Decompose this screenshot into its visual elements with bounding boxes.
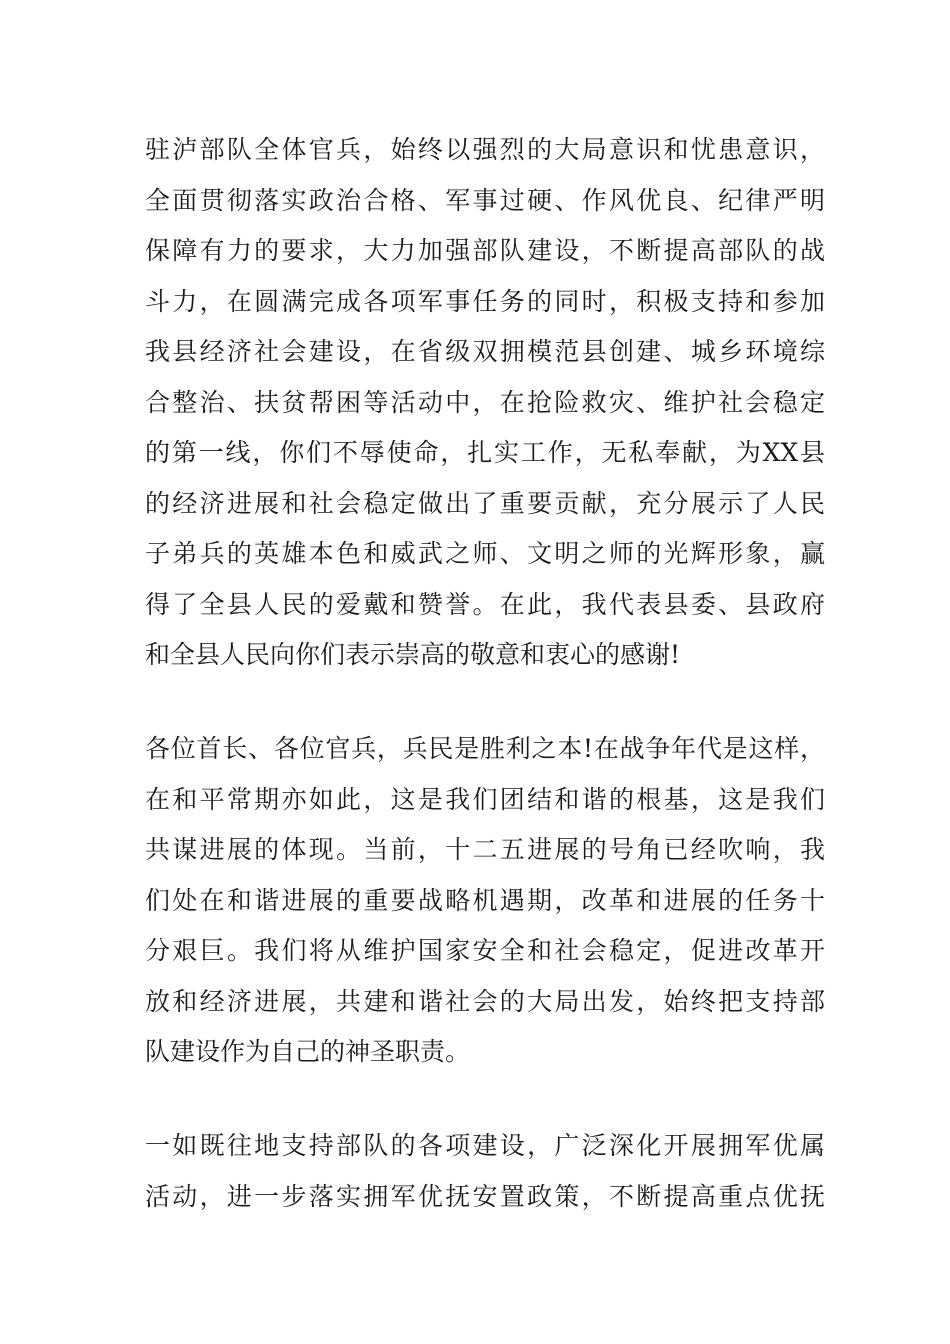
text-line: 驻泸部队全体官兵，始终以强烈的大局意识和忧患意识， xyxy=(145,135,825,164)
text-line: 我县经济社会建设，在省级双拥模范县创建、城乡环境综 xyxy=(145,337,825,366)
text-line: 全面贯彻落实政治合格、军事过硬、作风优良、纪律严明 xyxy=(145,185,825,215)
text-line: 各位首长、各位官兵，兵民是胜利之本!在战争年代是这样， xyxy=(145,734,825,763)
paragraph-3 xyxy=(145,1121,825,1222)
text-line: 得了全县人民的爱戴和赞誉。在此，我代表县委、县政府 xyxy=(145,589,825,619)
text-line: 共谋进展的体现。当前，十二五进展的号角已经吹响，我 xyxy=(145,835,825,864)
text-line: 和全县人民向你们表示崇高的敬意和衷心的感谢! xyxy=(145,640,681,669)
text-line: 一如既往地支持部队的各项建设，广泛深化开展拥军优属 xyxy=(145,1131,825,1160)
paragraph-2 xyxy=(145,724,825,1078)
text-line: 放和经济进展，共建和谐社会的大局出发，始终把支持部 xyxy=(145,986,825,1016)
text-line: 斗力，在圆满完成各项军事任务的同时，积极支持和参加 xyxy=(145,286,825,316)
text-line: 合整治、扶贫帮困等活动中，在抢险救灾、维护社会稳定 xyxy=(145,387,825,417)
text-line: 队建设作为自己的神圣职责。 xyxy=(145,1037,471,1066)
text-line: 在和平常期亦如此，这是我们团结和谐的根基，这是我们 xyxy=(145,784,825,814)
text-line: 的第一线，你们不辱使命，扎实工作，无私奉献，为XX县 xyxy=(145,438,825,467)
text-line: 分艰巨。我们将从维护国家安全和社会稳定，促进改革开 xyxy=(145,936,825,965)
paragraph-1 xyxy=(145,125,825,681)
text-line: 子弟兵的英雄本色和威武之师、文明之师的光辉形象，赢 xyxy=(145,539,825,568)
text-line: 的经济进展和社会稳定做出了重要贡献，充分展示了人民 xyxy=(145,488,825,518)
text-line: 们处在和谐进展的重要战略机遇期，改革和进展的任务十 xyxy=(145,885,825,915)
text-line: 保障有力的要求，大力加强部队建设，不断提高部队的战 xyxy=(145,236,825,265)
text-line: 活动，进一步落实拥军优抚安置政策，不断提高重点优抚 xyxy=(145,1181,825,1211)
